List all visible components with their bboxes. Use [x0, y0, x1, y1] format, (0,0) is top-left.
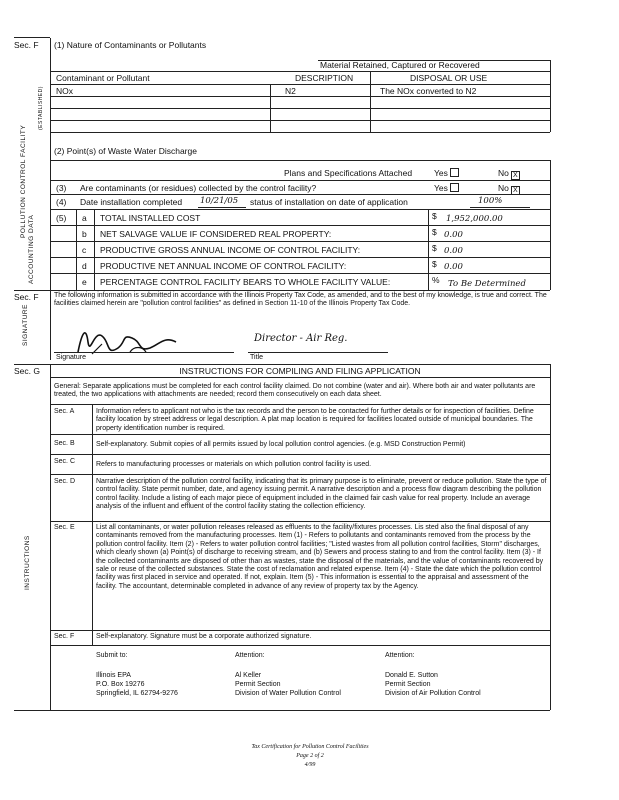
acct-d-cur: $ — [432, 259, 437, 269]
acct-c-label: PRODUCTIVE GROSS ANNUAL INCOME OF CONTROL FACILITY: — [100, 245, 361, 255]
q3-yes[interactable]: Yes — [434, 183, 459, 193]
acct-d-value[interactable]: 0.00 — [444, 262, 463, 272]
acct-a-cur: $ — [432, 211, 437, 221]
sec-d-label: Sec. D — [54, 478, 76, 485]
plans-no-checkbox[interactable]: X — [511, 171, 520, 180]
sec-a-label: Sec. A — [54, 408, 75, 415]
material-header: Material Retained, Captured or Recovered — [320, 60, 480, 70]
acct-a-value[interactable]: 1,952,000.00 — [446, 214, 503, 224]
submit-col1-line3: Springfield, IL 62794-9276 — [96, 690, 178, 697]
acct-b-value[interactable]: 0.00 — [444, 230, 463, 240]
col-disposal: DISPOSAL OR USE — [410, 73, 488, 83]
acct-e-value[interactable]: To Be Determined — [448, 279, 526, 289]
plans-yes[interactable]: Yes — [434, 168, 459, 178]
q4-status-value[interactable]: 100% — [478, 196, 503, 206]
sec-e-text: List all contaminants, or water pollution releases released as effluents to the facility/fixtures processes. Lis sted also the final disposal of any contaminants removed from the manufacturing processes. Item (1) - Refers to pollutants and contaminants removed from the process by the pollution control facility. Item (2) - Refers to water pollution control facilities; "Listed wastes from all pollution control facilities, Storm" discharges, which clearly shown (a) Point(s) of discharge to receiving stream, and (b) Sewers and process stating to and from the control facility. Item (3) - If the collected contaminants are disposed of other than as wastes, state the disposal of the materials, and the value of contaminants recovered by sale or reuse of the collected substances. State the cost of reclamation and related expense. Item (4) - State the date which the pollution control facility was first placed in service and operated. If not, explain. Item (5) - This information is essential to the appraisal and assessment of the facility. The accountant, determinable completed in advance of any review of property tax by the Agency. — [96, 524, 544, 590]
vertical-accounting-label: ACCOUNTING DATA — [28, 214, 35, 284]
acct-e-label: PERCENTAGE CONTROL FACILITY BEARS TO WHOLE FACILITY VALUE: — [100, 277, 391, 287]
acct-b-label: NET SALVAGE VALUE IF CONSIDERED REAL PROPERTY: — [100, 229, 332, 239]
footer-revision: 4/99 — [304, 762, 316, 768]
q4-date[interactable]: 10/21/05 — [200, 196, 239, 206]
plans-label: Plans and Specifications Attached — [284, 168, 413, 178]
acct-e-letter: e — [82, 277, 87, 287]
q4-num: (4) — [56, 197, 67, 207]
item2-title: (2) Point(s) of Waste Water Discharge — [54, 146, 197, 156]
acct-c-value[interactable]: 0.00 — [444, 246, 463, 256]
acct-c-letter: c — [82, 245, 87, 255]
submit-col2-title: Attention: — [235, 652, 265, 659]
sec-f2-label: Sec. F — [14, 292, 39, 302]
sec-b-text: Self-explanatory. Submit copies of all permits issued by local pollution control agencies. (e.g. MSD Construction Permit) — [96, 441, 466, 448]
col-contaminant: Contaminant or Pollutant — [56, 73, 150, 83]
submit-col3-line2: Permit Section — [385, 681, 431, 688]
acct-e-cur: % — [432, 275, 440, 285]
q4-text: Date installation completed — [80, 197, 183, 207]
footer-page: Page 2 of 2 — [296, 753, 324, 759]
submit-col1-line1: Illinois EPA — [96, 672, 131, 679]
plans-no[interactable]: No X — [498, 168, 520, 180]
vertical-pollution-small: (ESTABLISHED) — [38, 86, 44, 130]
sec-f-instr-text: Self-explanatory. Signature must be a corporate authorized signature. — [96, 633, 312, 640]
acct-d-letter: d — [82, 261, 87, 271]
title-label: Title — [250, 354, 263, 361]
title-value[interactable]: Director - Air Reg. — [254, 333, 348, 344]
sec-c-text: Refers to manufacturing processes or materials on which pollution control facility is used. — [96, 461, 372, 468]
submit-col3-line3: Division of Air Pollution Control — [385, 690, 481, 697]
submit-col2-line1: Al Keller — [235, 672, 262, 679]
sec-a-text: Information refers to applicant not who is the tax records and the person to be contacted for further details or for inspection of facilities. Define facility location by street address or legal description. A plat map location is required for facilities located outside of municipal boundaries. The property identification number is required. — [96, 408, 534, 432]
footer-title: Tax Certification for Pollution Control Facilities — [251, 744, 369, 750]
item1-title: (1) Nature of Contaminants or Pollutants — [54, 40, 207, 50]
sec-g-label: Sec. G — [14, 366, 40, 376]
submit-col1-line2: P.O. Box 19276 — [96, 681, 145, 688]
acct-d-label: PRODUCTIVE NET ANNUAL INCOME OF CONTROL FACILITY: — [100, 261, 347, 271]
row1-disposal: The NOx converted to N2 — [380, 86, 477, 96]
acct-c-cur: $ — [432, 243, 437, 253]
q3-num: (3) — [56, 183, 67, 193]
q5-num: (5) — [56, 213, 67, 223]
acct-b-letter: b — [82, 229, 87, 239]
q3-text: Are contaminants (or residues) collected by the control facility? — [80, 183, 317, 193]
q4-status: status of installation on date of application — [250, 197, 408, 207]
plans-yes-checkbox[interactable] — [450, 168, 459, 177]
submit-col2-line2: Permit Section — [235, 681, 281, 688]
acct-b-cur: $ — [432, 227, 437, 237]
vertical-pollution-label: POLLUTION CONTROL FACILITY — [20, 124, 27, 238]
acct-a-letter: a — [82, 213, 87, 223]
vertical-instructions-label: INSTRUCTIONS — [24, 535, 31, 590]
signature-mark[interactable] — [72, 322, 182, 364]
row1-description: N2 — [285, 86, 296, 96]
q3-no[interactable]: No X — [498, 183, 520, 195]
sec-d-text: Narrative description of the pollution control facility, indicating that its primary purpose is to eliminate, prevent or reduce pollution. State the type of control facility. State permit number, date, and agency issuing permit. A narrative description and a process flow diagram describing the pollution control facility. Include a listing of each major piece of equipment included in the claimed fair cash value for real property. Include an average analysis of the influent and effluent of the control facility stating the collection efficiency. — [96, 478, 547, 511]
submit-col3-title: Attention: — [385, 652, 415, 659]
acct-a-label: TOTAL INSTALLED COST — [100, 213, 201, 223]
submit-col2-line3: Division of Water Pollution Control — [235, 690, 341, 697]
certification-statement: The following information is submitted in accordance with the Illinois Property Tax Code, as amended, and to the best of my knowledge, is true and correct. The facilities claimed herein are "pollution control facilities" as defined in Section 11-10 of the Illinois Property Tax Code. — [54, 292, 547, 308]
sec-f-label: Sec. F — [14, 40, 39, 50]
submit-col1-title: Submit to: — [96, 652, 128, 659]
vertical-signature-label: SIGNATURE — [22, 304, 29, 346]
sec-f-instr-label: Sec. F — [54, 633, 75, 640]
q3-no-checkbox[interactable]: X — [511, 186, 520, 195]
sec-c-label: Sec. C — [54, 458, 76, 465]
general-instructions: General: Separate applications must be completed for each control facility claimed. Do not combine (water and air). Where both air and water pollutants are treated, the two applications with attachments are needed; record them consecutively on each data sheet. — [54, 383, 536, 399]
sec-e-label: Sec. E — [54, 524, 75, 531]
sec-g-heading: INSTRUCTIONS FOR COMPILING AND FILING APPLICATION — [179, 366, 421, 376]
submit-col3-line1: Donald E. Sutton — [385, 672, 438, 679]
col-description: DESCRIPTION — [295, 73, 354, 83]
signature-label: Signature — [56, 354, 86, 361]
sec-b-label: Sec. B — [54, 440, 75, 447]
q3-yes-checkbox[interactable] — [450, 183, 459, 192]
row1-contaminant: NOx — [56, 86, 73, 96]
